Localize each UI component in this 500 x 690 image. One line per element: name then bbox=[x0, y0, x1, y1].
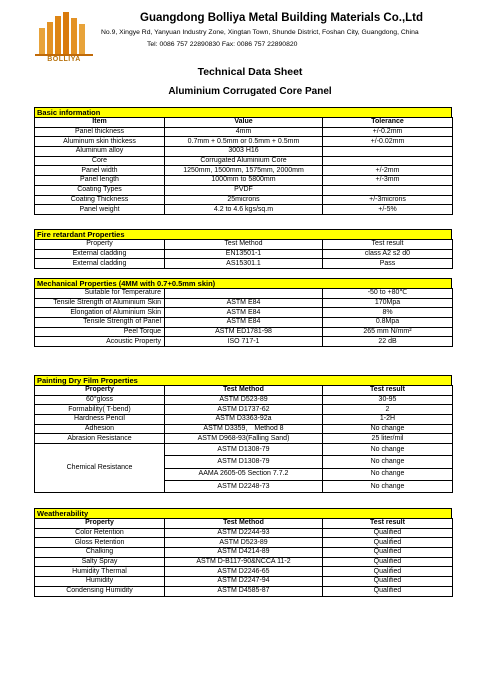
table-row bbox=[35, 259, 453, 269]
table-row bbox=[35, 424, 453, 434]
page-subtitle: Aluminium Corrugated Core Panel bbox=[168, 86, 332, 97]
table-row bbox=[35, 249, 453, 259]
weatherability-table bbox=[34, 518, 453, 597]
table-cell: Panel width bbox=[35, 166, 165, 176]
table-cell: No change bbox=[323, 424, 453, 434]
table-cell: Corrugated Aluminium Core bbox=[165, 156, 323, 166]
table-cell: EN13501-1 bbox=[165, 249, 323, 259]
weatherability-section bbox=[34, 508, 452, 597]
table-row bbox=[35, 528, 453, 538]
table-cell: 25microns bbox=[165, 195, 323, 205]
table-cell: Chalking bbox=[35, 548, 165, 558]
table-cell: 0.7mm + 0.5mm or 0.5mm + 0.5mm bbox=[165, 137, 323, 147]
table-cell: 4.2 to 4.6 kgs/sq.m bbox=[165, 205, 323, 215]
table-row bbox=[35, 308, 453, 318]
column-header: Test Method bbox=[165, 519, 323, 529]
table-row bbox=[35, 548, 453, 558]
table-cell: ASTM D2244-93 bbox=[165, 528, 323, 538]
column-header: Property bbox=[35, 519, 165, 529]
table-cell: AAMA 2605-05 Section 7.7.2 bbox=[165, 468, 323, 480]
table-cell: External cladding bbox=[35, 259, 165, 269]
column-header: Test result bbox=[323, 519, 453, 529]
table-cell: Gloss Retention bbox=[35, 538, 165, 548]
table-cell: -50 to +80℃ bbox=[323, 289, 453, 299]
column-header: Test result bbox=[323, 386, 453, 396]
painting-table bbox=[34, 385, 453, 493]
column-header: Value bbox=[165, 118, 323, 128]
table-cell: 2 bbox=[323, 405, 453, 415]
table-row bbox=[35, 195, 453, 205]
table-row bbox=[35, 395, 453, 405]
table-row bbox=[35, 577, 453, 587]
fire-retardant-table bbox=[34, 239, 453, 269]
company-contact: Tel: 0086 757 22890830 Fax: 0086 757 22890820 bbox=[147, 41, 298, 48]
table-row bbox=[35, 127, 453, 137]
table-cell: ASTM E84 bbox=[165, 318, 323, 328]
table-cell: 25 liter/mil bbox=[323, 434, 453, 444]
mechanical-table bbox=[34, 288, 453, 347]
table-cell: 170Mpa bbox=[323, 298, 453, 308]
table-cell: ASTM D3363-92a bbox=[165, 415, 323, 425]
table-cell: ISO 717-1 bbox=[165, 337, 323, 347]
company-address: No.9, Xingye Rd, Yanyuan Industry Zone, Xingtan Town, Shunde District, Foshan City, Guangdong, China bbox=[101, 29, 419, 36]
table-cell: +/-3mm bbox=[323, 176, 453, 186]
table-row bbox=[35, 166, 453, 176]
logo-wordmark: BOLLIYA bbox=[47, 56, 81, 63]
table-cell: 1250mm, 1500mm, 1575mm, 2000mm bbox=[165, 166, 323, 176]
column-header: Tolerance bbox=[323, 118, 453, 128]
table-cell: Core bbox=[35, 156, 165, 166]
mechanical-section bbox=[34, 278, 452, 347]
table-cell: 4mm bbox=[165, 127, 323, 137]
section-title: Mechanical Properties (4MM with 0.7+0.5mm skin) bbox=[34, 278, 452, 288]
table-cell: 265 mm N/mm² bbox=[323, 327, 453, 337]
table-cell: 1-2H bbox=[323, 415, 453, 425]
table-cell: Formability( T-bend) bbox=[35, 405, 165, 415]
section-title: Weatherability bbox=[34, 508, 452, 518]
table-cell bbox=[165, 289, 323, 299]
table-cell: Coating Thickness bbox=[35, 195, 165, 205]
table-row bbox=[35, 337, 453, 347]
table-cell: Qualified bbox=[323, 528, 453, 538]
table-cell: Tensile Strength of Panel bbox=[35, 318, 165, 328]
table-cell: Pass bbox=[323, 259, 453, 269]
table-cell: ASTM D4585-87 bbox=[165, 586, 323, 596]
table-cell: ASTM D1308-79 bbox=[165, 444, 323, 456]
table-cell: Condensing Humidity bbox=[35, 586, 165, 596]
table-cell: +/-3microns bbox=[323, 195, 453, 205]
table-cell: 0.8Mpa bbox=[323, 318, 453, 328]
table-row bbox=[35, 586, 453, 596]
table-header-row bbox=[35, 386, 453, 396]
basic-info-table bbox=[34, 117, 453, 215]
table-cell: ASTM D1737-62 bbox=[165, 405, 323, 415]
column-header: Test Method bbox=[165, 240, 323, 250]
section-title: Painting Dry Film Properties bbox=[34, 375, 452, 385]
table-cell: Aluminum alloy bbox=[35, 147, 165, 157]
table-cell: class A2 s2 d0 bbox=[323, 249, 453, 259]
table-cell: Abrasion Resistance bbox=[35, 434, 165, 444]
table-header-row bbox=[35, 240, 453, 250]
table-cell: +/-0.02mm bbox=[323, 137, 453, 147]
table-row bbox=[35, 557, 453, 567]
table-cell: ASTM E84 bbox=[165, 308, 323, 318]
table-cell: 30-95 bbox=[323, 395, 453, 405]
table-cell: Acoustic Property bbox=[35, 337, 165, 347]
table-cell: ASTM D1308-79 bbox=[165, 456, 323, 468]
table-cell: +/-0.2mm bbox=[323, 127, 453, 137]
table-cell: ASTM D3359， Method 8 bbox=[165, 424, 323, 434]
table-cell: No change bbox=[323, 444, 453, 456]
table-row bbox=[35, 176, 453, 186]
table-cell: Qualified bbox=[323, 577, 453, 587]
table-row bbox=[35, 538, 453, 548]
table-cell: ASTM D2246-65 bbox=[165, 567, 323, 577]
table-cell: Qualified bbox=[323, 538, 453, 548]
column-header: Property bbox=[35, 386, 165, 396]
table-cell: Elongation of Aluminium Skin bbox=[35, 308, 165, 318]
table-cell: Hardness Pencil bbox=[35, 415, 165, 425]
table-cell bbox=[323, 147, 453, 157]
table-row bbox=[35, 289, 453, 299]
column-header: Item bbox=[35, 118, 165, 128]
section-title: Fire retardant Properties bbox=[34, 229, 452, 239]
table-header-row bbox=[35, 118, 453, 128]
table-cell: No change bbox=[323, 480, 453, 492]
table-cell: Adhesion bbox=[35, 424, 165, 434]
column-header: Property bbox=[35, 240, 165, 250]
table-row bbox=[35, 156, 453, 166]
table-row bbox=[35, 434, 453, 444]
table-cell: 3003 H16 bbox=[165, 147, 323, 157]
table-row bbox=[35, 567, 453, 577]
table-cell: No change bbox=[323, 456, 453, 468]
table-row bbox=[35, 205, 453, 215]
table-cell: ASTM D2248-73 bbox=[165, 480, 323, 492]
table-cell: ASTM D523-89 bbox=[165, 538, 323, 548]
table-cell: 60°gloss bbox=[35, 395, 165, 405]
table-cell: Aluminum skin thickess bbox=[35, 137, 165, 147]
table-cell: Qualified bbox=[323, 557, 453, 567]
table-row bbox=[35, 444, 453, 456]
painting-section bbox=[34, 375, 452, 493]
chemical-resistance-label: Chemical Resistance bbox=[35, 444, 165, 493]
table-row bbox=[35, 327, 453, 337]
table-cell: Panel thickness bbox=[35, 127, 165, 137]
company-name: Guangdong Bolliya Metal Building Materials Co.,Ltd bbox=[140, 12, 424, 24]
table-cell: PVDF bbox=[165, 185, 323, 195]
fire-retardant-section bbox=[34, 229, 452, 269]
table-row bbox=[35, 137, 453, 147]
column-header: Test Method bbox=[165, 386, 323, 396]
table-row bbox=[35, 147, 453, 157]
table-cell: Qualified bbox=[323, 548, 453, 558]
table-cell: AS15301.1 bbox=[165, 259, 323, 269]
table-cell: Panel weight bbox=[35, 205, 165, 215]
table-cell: Coating Types bbox=[35, 185, 165, 195]
table-cell: ASTM D-B117-90&NCCA 11-2 bbox=[165, 557, 323, 567]
table-cell bbox=[323, 185, 453, 195]
section-title: Basic information bbox=[34, 107, 452, 117]
table-cell: 1000mm to 5800mm bbox=[165, 176, 323, 186]
table-cell: Salty Spray bbox=[35, 557, 165, 567]
table-cell: +/-5% bbox=[323, 205, 453, 215]
table-cell: No change bbox=[323, 468, 453, 480]
table-cell: External cladding bbox=[35, 249, 165, 259]
table-row bbox=[35, 298, 453, 308]
table-cell: +/-2mm bbox=[323, 166, 453, 176]
table-cell: Qualified bbox=[323, 567, 453, 577]
table-row bbox=[35, 318, 453, 328]
table-row bbox=[35, 415, 453, 425]
table-cell: 8% bbox=[323, 308, 453, 318]
table-cell: Tensile Strength of Aluminium Skin bbox=[35, 298, 165, 308]
table-cell: Humidity Thermal bbox=[35, 567, 165, 577]
table-cell: Qualified bbox=[323, 586, 453, 596]
table-cell: Suitable for Temperature bbox=[35, 289, 165, 299]
column-header: Test result bbox=[323, 240, 453, 250]
table-cell: Humidity bbox=[35, 577, 165, 587]
table-cell: 22 dB bbox=[323, 337, 453, 347]
table-cell: ASTM ED1781-98 bbox=[165, 327, 323, 337]
table-cell: Peel Torque bbox=[35, 327, 165, 337]
page-title: Technical Data Sheet bbox=[197, 66, 303, 78]
table-cell: ASTM D2247-94 bbox=[165, 577, 323, 587]
table-cell: ASTM D523-89 bbox=[165, 395, 323, 405]
table-row bbox=[35, 405, 453, 415]
table-cell: Panel length bbox=[35, 176, 165, 186]
table-header-row bbox=[35, 519, 453, 529]
table-cell: ASTM D968-93(Falling Sand) bbox=[165, 434, 323, 444]
table-cell bbox=[323, 156, 453, 166]
table-cell: ASTM D4214-89 bbox=[165, 548, 323, 558]
table-cell: Color Retention bbox=[35, 528, 165, 538]
table-cell: ASTM E84 bbox=[165, 298, 323, 308]
table-row bbox=[35, 185, 453, 195]
basic-info-section bbox=[34, 107, 452, 215]
